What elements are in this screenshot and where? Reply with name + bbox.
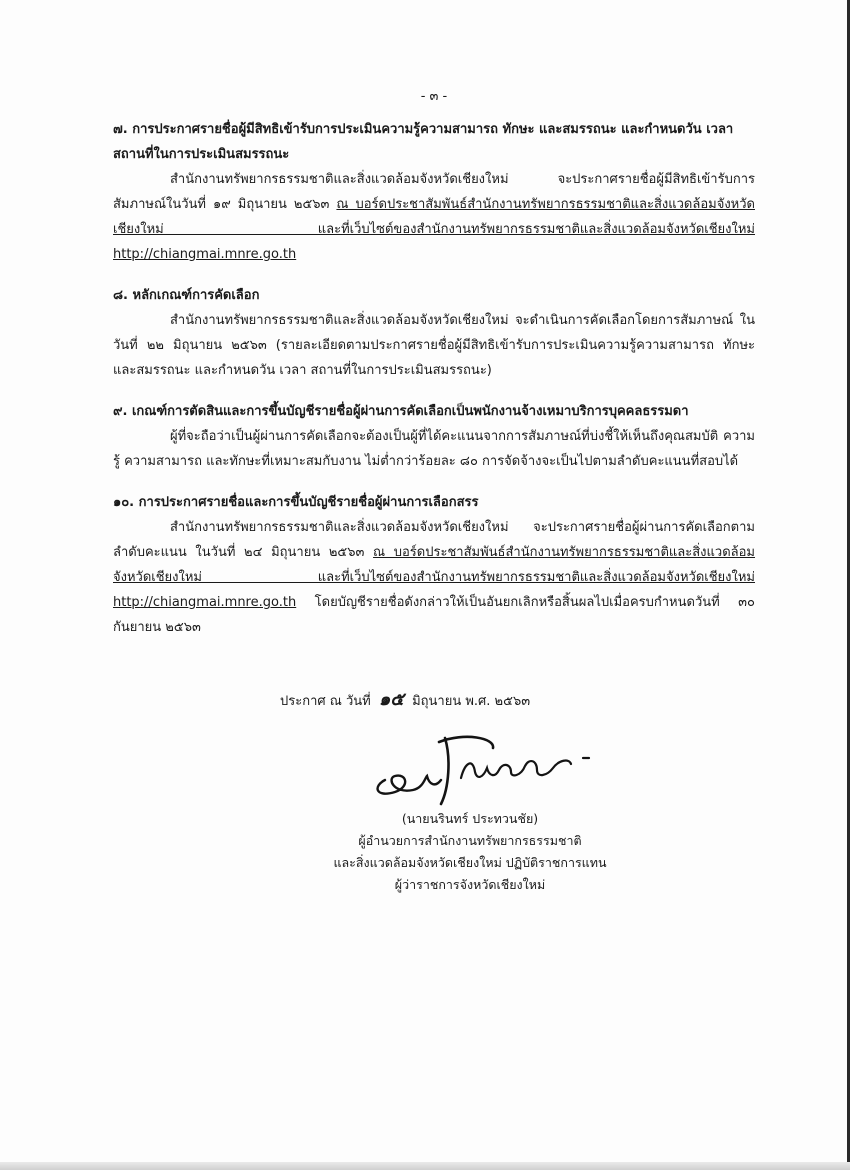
scan-edge-bottom: [0, 1162, 850, 1170]
section-8: [113, 283, 755, 383]
section-heading: ๗. การประกาศรายชื่อผู้มีสิทธิเข้ารับการประเมินความรู้ความสามารถ ทักษะ และสมรรถนะ และกำหนดวัน เวลา สถานที่ในการประเมินสมรรถนะ: [113, 122, 734, 162]
section-heading: ๑๐. การประกาศรายชื่อและการขึ้นบัญชีรายชื่อผู้ผ่านการเลือกสรร: [113, 495, 479, 510]
signer-name: (นายนรินทร์ ประทวนชัย): [401, 811, 539, 826]
section-9: [113, 399, 755, 474]
announcement-date: [280, 688, 680, 713]
signer-title: และสิ่งแวดล้อมจังหวัดเชียงใหม่ ปฏิบัติราชการแทน: [333, 855, 607, 870]
page-number: - ๓ -: [420, 89, 448, 104]
handwritten-signature: [365, 718, 615, 808]
section-heading: ๙. เกณฑ์การตัดสินและการขึ้นบัญชีรายชื่อผู้ผ่านการคัดเลือกเป็นพนักงานจ้างเหมาบริการบุคคลธรรมดา: [113, 404, 689, 419]
section-10: [113, 490, 755, 640]
paragraph-text: โดยบัญชีรายชื่อดังกล่าวให้เป็นอันยกเลิกหรือสิ้นผลไปเมื่อครบกำหนดวันที่ ๓๐ กันยายน ๒๕๖๓: [113, 595, 755, 635]
section-paragraph: ผู้ที่จะถือว่าเป็นผู้ผ่านการคัดเลือกจะต้องเป็นผู้ที่ได้คะแนนจากการสัมภาษณ์ที่บ่งชี้ให้เห็นถึงคุณสมบัติ ความรู้ ความสามารถ และทักษะที่เหมาะสมกับงาน ไม่ต่ำกว่าร้อยละ ๘๐ การจัดจ้างจะเป็นไปตามลำดับคะแนนที่สอบได้: [113, 429, 755, 469]
signer-title: ผู้ว่าราชการจังหวัดเชียงใหม่: [394, 877, 546, 892]
handwritten-day: ๑๕: [378, 689, 404, 710]
paragraph-text: สำนักงานทรัพยากรธรรมชาติและสิ่งแวดล้อมจังหวัดเชียงใหม่ จะประกาศรายชื่อผู้ผ่านการคัดเลือกตามลำดับคะแนน ในวันที่ ๒๔ มิถุนายน ๒๕๖๓: [113, 520, 755, 560]
section-7: [113, 117, 755, 267]
section-paragraph: [113, 515, 755, 640]
announcement-location-link[interactable]: ณ บอร์ดประชาสัมพันธ์สำนักงานทรัพยากรธรรมชาติและสิ่งแวดล้อมจังหวัดเชียงใหม่ และที่เว็บไซต์ของสำนักงานทรัพยากรธรรมชาติและสิ่งแวดล้อมจังหวัดเชียงใหม่ http://chiangmai.mnre.go.th: [113, 545, 755, 610]
section-heading: ๘. หลักเกณฑ์การคัดเลือก: [113, 288, 260, 303]
paragraph-text: สำนักงานทรัพยากรธรรมชาติและสิ่งแวดล้อมจังหวัดเชียงใหม่ จะประกาศรายชื่อผู้มีสิทธิเข้ารับการสัมภาษณ์ในวันที่ ๑๙ มิถุนายน ๒๕๖๓: [113, 172, 755, 212]
section-paragraph: สำนักงานทรัพยากรธรรมชาติและสิ่งแวดล้อมจังหวัดเชียงใหม่ จะดำเนินการคัดเลือกโดยการสัมภาษณ์ ในวันที่ ๒๒ มิถุนายน ๒๕๖๓ (รายละเอียดตามประกาศรายชื่อผู้มีสิทธิเข้ารับการประเมินความรู้ความสามารถ ทักษะ และสมรรถนะ และกำหนดวัน เวลา สถานที่ในการประเมินสมรรถนะ): [113, 313, 755, 378]
announcement-month-year: มิถุนายน พ.ศ. ๒๕๖๓: [412, 694, 531, 709]
announcement-date-line: [280, 688, 680, 713]
document-body: [113, 84, 755, 656]
announcement-prefix: ประกาศ ณ วันที่: [280, 694, 371, 709]
signer-block: [300, 808, 640, 896]
announcement-location-link[interactable]: ณ บอร์ดประชาสัมพันธ์สำนักงานทรัพยากรธรรมชาติและสิ่งแวดล้อมจังหวัดเชียงใหม่ และที่เว็บไซต์ของสำนักงานทรัพยากรธรรมชาติและสิ่งแวดล้อมจังหวัดเชียงใหม่ http://chiangmai.mnre.go.th: [113, 197, 755, 262]
section-paragraph: [113, 167, 755, 267]
signer-title: ผู้อำนวยการสำนักงานทรัพยากรธรรมชาติ: [358, 833, 582, 848]
